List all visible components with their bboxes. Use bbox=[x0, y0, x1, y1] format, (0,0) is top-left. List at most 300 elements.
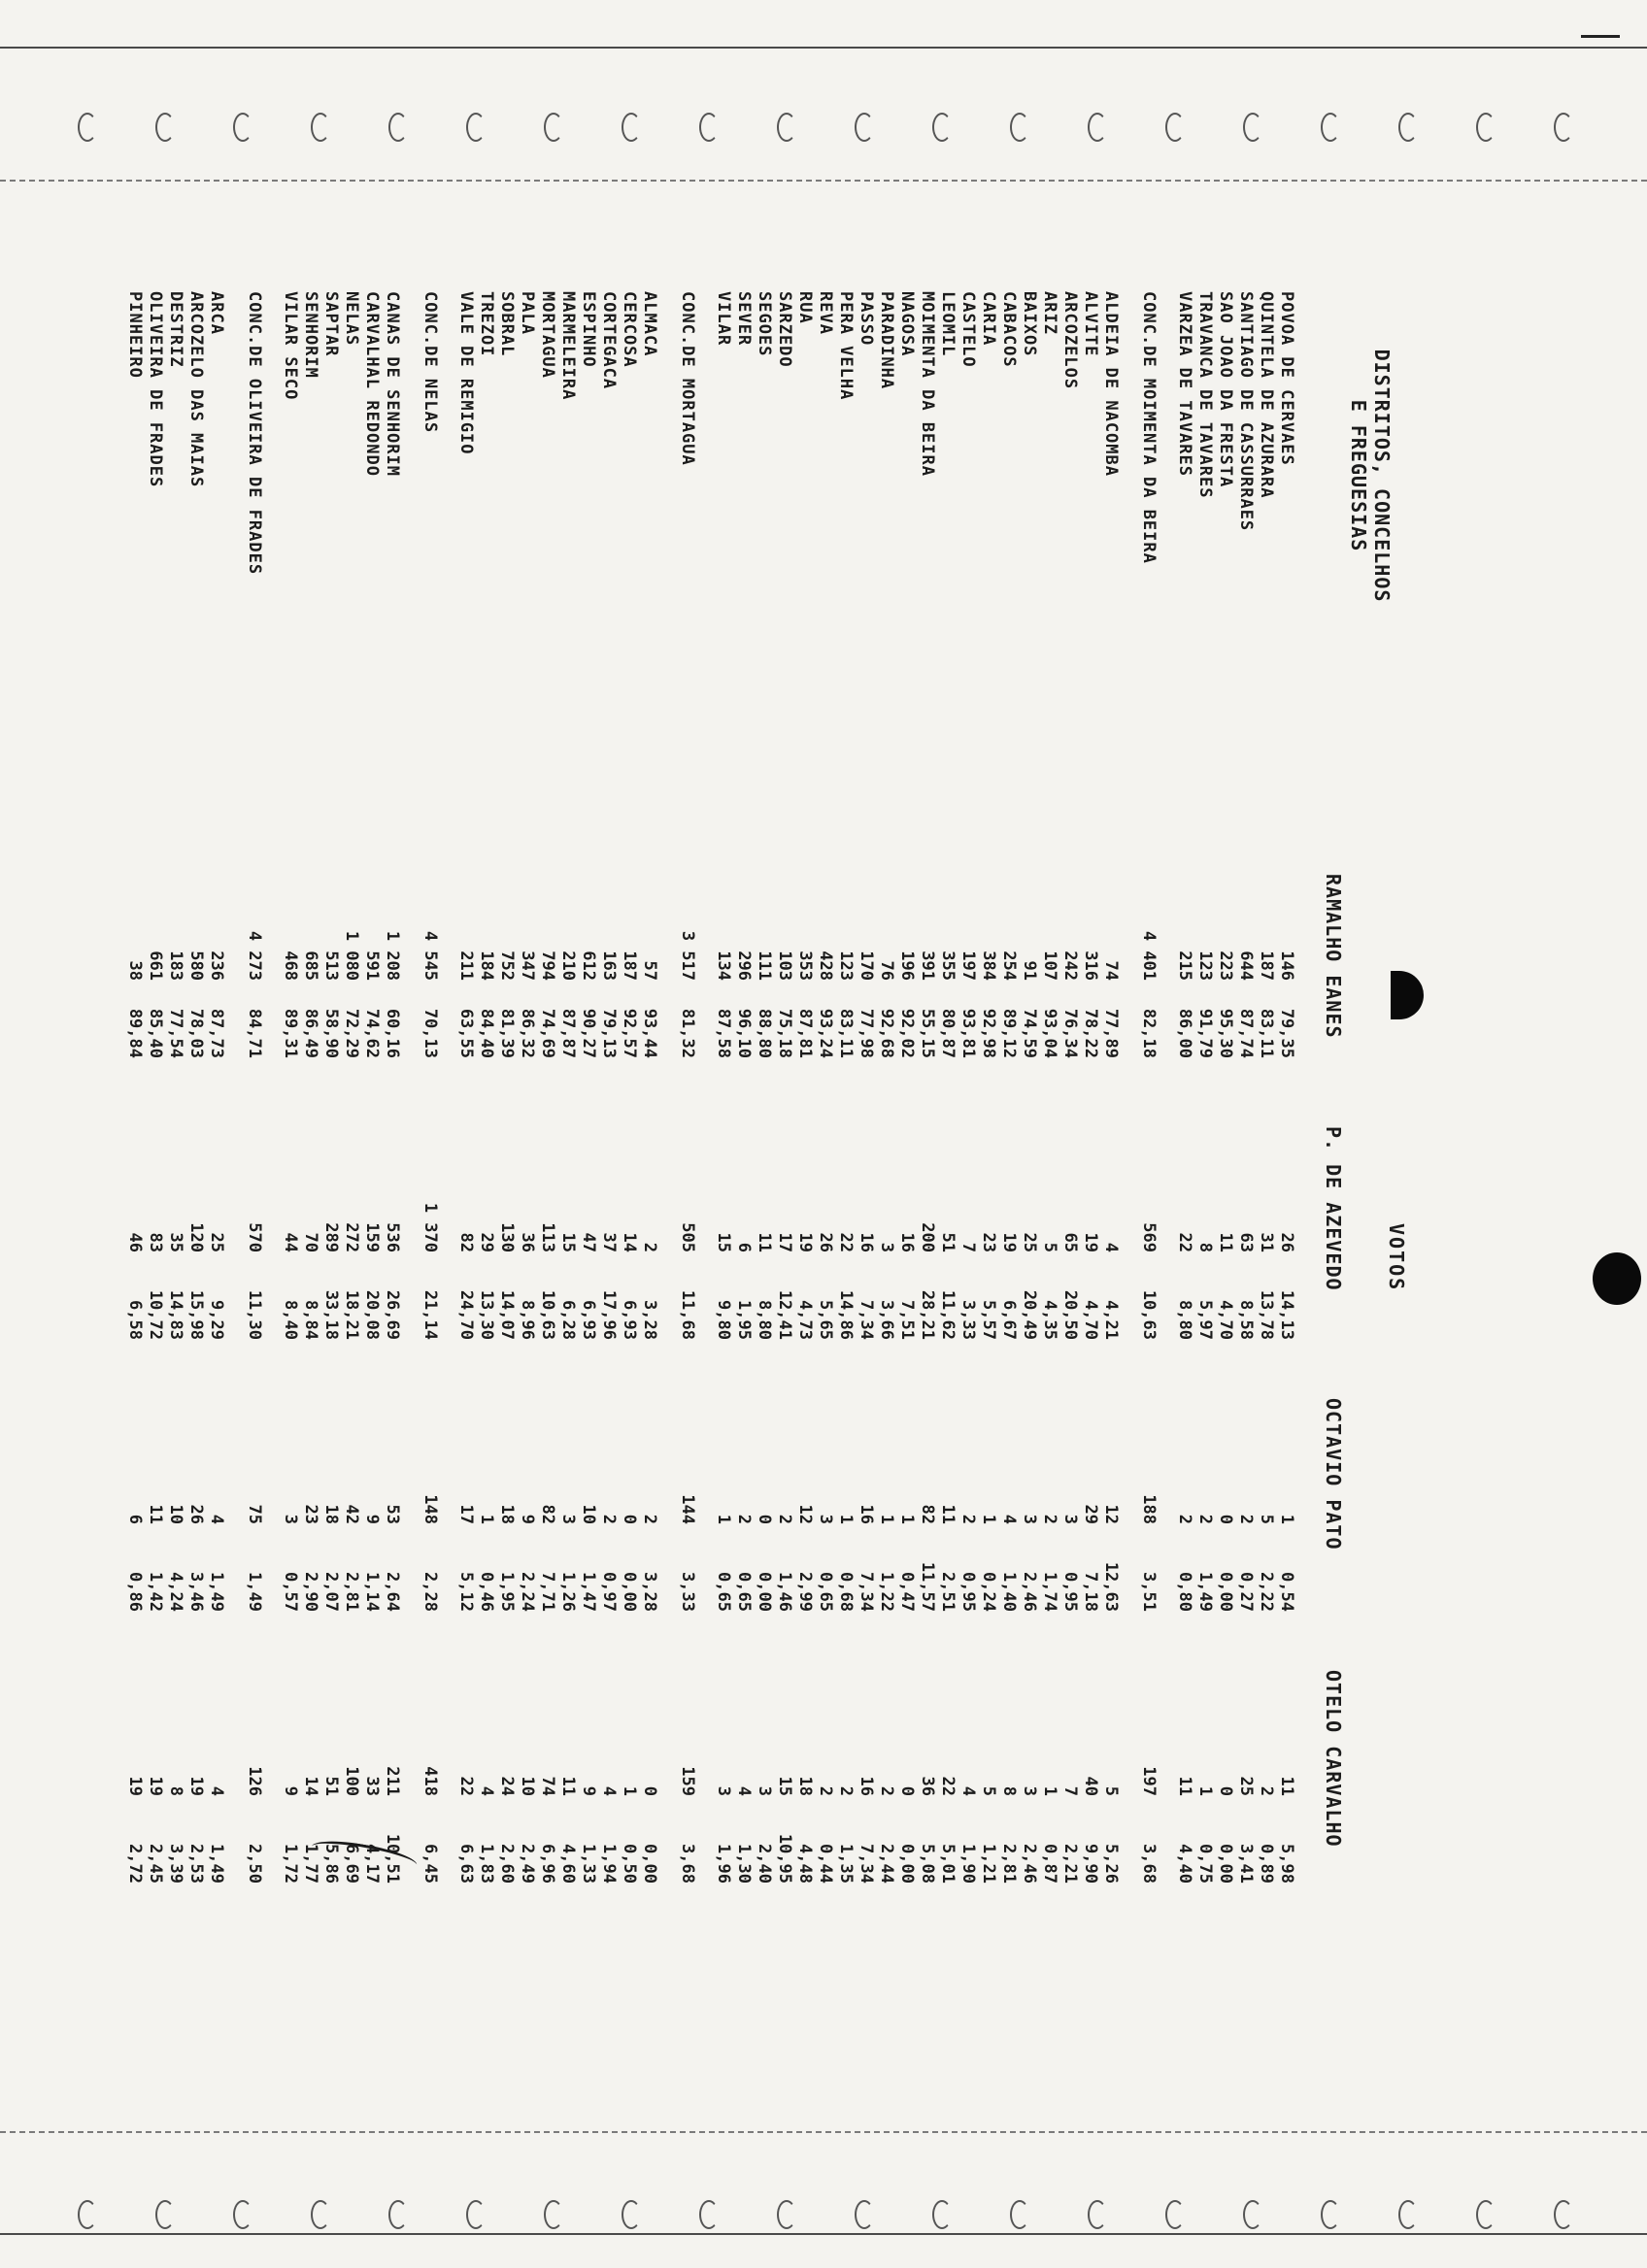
otelo-cell: 10 bbox=[518, 1776, 537, 1796]
table-row bbox=[382, 291, 402, 2058]
feed-hole bbox=[622, 113, 641, 142]
otelo-cell: 0 bbox=[1216, 1785, 1235, 1796]
otelo-pct-cell: 5,26 bbox=[1101, 1844, 1121, 1884]
pato-pct-cell: 0,24 bbox=[979, 1572, 998, 1612]
place-name: CARVALHAL REDONDO bbox=[362, 291, 382, 477]
feed-hole bbox=[1476, 2200, 1496, 2229]
eanes-pct-cell: 86,49 bbox=[301, 1008, 320, 1058]
otelo-cell: 51 bbox=[321, 1776, 341, 1796]
place-name: CONC.DE MORTAGUA bbox=[678, 291, 697, 466]
table-row bbox=[185, 291, 206, 2058]
azevedo-cell: 31 bbox=[1257, 1232, 1276, 1252]
pato-cell: 5 bbox=[1257, 1514, 1276, 1524]
azevedo-pct-cell: 4,35 bbox=[1040, 1300, 1059, 1340]
otelo-cell: 40 bbox=[1081, 1776, 1100, 1796]
eanes-pct-cell: 79,13 bbox=[599, 1008, 619, 1058]
otelo-pct-cell: 1,35 bbox=[836, 1844, 856, 1884]
eanes-cell: 384 bbox=[979, 951, 998, 981]
place-name: SANTIAGO DE CASSURRAES bbox=[1236, 291, 1256, 532]
azevedo-pct-cell: 26,69 bbox=[383, 1289, 402, 1340]
pato-pct-cell: 3,51 bbox=[1139, 1572, 1159, 1612]
otelo-pct-cell: 0,75 bbox=[1195, 1844, 1215, 1884]
pato-cell: 9 bbox=[518, 1514, 537, 1524]
otelo-cell: 36 bbox=[918, 1776, 937, 1796]
pato-cell: 148 bbox=[420, 1494, 440, 1524]
eanes-cell: 591 bbox=[362, 951, 382, 981]
otelo-pct-cell: 1,94 bbox=[599, 1844, 619, 1884]
eanes-pct-cell: 70,13 bbox=[420, 1008, 440, 1058]
feed-hole bbox=[855, 113, 874, 142]
eanes-cell: 123 bbox=[836, 951, 856, 981]
eanes-cell: 353 bbox=[795, 951, 815, 981]
pato-cell: 2 bbox=[958, 1514, 978, 1524]
feed-hole bbox=[1010, 2200, 1029, 2229]
eanes-pct-cell: 90,27 bbox=[579, 1008, 598, 1058]
pato-pct-cell: 7,34 bbox=[857, 1572, 876, 1612]
otelo-cell: 3 bbox=[755, 1785, 774, 1796]
azevedo-pct-cell: 33,18 bbox=[321, 1289, 341, 1340]
candidate-header-otelo: OTELO CARVALHO bbox=[1322, 1670, 1345, 1848]
azevedo-cell: 569 bbox=[1139, 1222, 1159, 1252]
eanes-cell: 210 bbox=[558, 951, 578, 981]
eanes-cell: 752 bbox=[497, 951, 517, 981]
otelo-pct-cell: 6,69 bbox=[342, 1844, 361, 1884]
eanes-cell: 685 bbox=[301, 951, 320, 981]
place-name: ARCOZELOS bbox=[1060, 291, 1080, 390]
eanes-cell: 123 bbox=[1195, 951, 1215, 981]
otelo-cell: 11 bbox=[1277, 1776, 1296, 1796]
table-row bbox=[476, 291, 496, 2058]
otelo-cell: 4 bbox=[734, 1785, 754, 1796]
feed-hole bbox=[1321, 113, 1340, 142]
feed-hole bbox=[777, 2200, 796, 2229]
place-name: CONC.DE OLIVEIRA DE FRADES bbox=[245, 291, 264, 576]
otelo-cell: 22 bbox=[456, 1776, 476, 1796]
otelo-pct-cell: 4,48 bbox=[795, 1844, 815, 1884]
table-row bbox=[754, 291, 774, 2058]
feed-hole bbox=[932, 113, 952, 142]
eanes-cell: 187 bbox=[620, 951, 639, 981]
pato-pct-cell: 0,65 bbox=[816, 1572, 835, 1612]
feed-hole bbox=[466, 2200, 486, 2229]
feed-hole bbox=[311, 2200, 330, 2229]
eanes-pct-cell: 76,34 bbox=[1060, 1008, 1080, 1058]
otelo-pct-cell: 7,34 bbox=[857, 1844, 876, 1884]
place-name: SOBRAL bbox=[497, 291, 517, 357]
eanes-cell: 103 bbox=[775, 951, 794, 981]
azevedo-cell: 17 bbox=[775, 1232, 794, 1252]
pato-cell: 18 bbox=[497, 1504, 517, 1524]
table-row bbox=[320, 291, 341, 2058]
eanes-cell: 612 bbox=[579, 951, 598, 981]
pato-pct-cell: 1,22 bbox=[877, 1572, 896, 1612]
eanes-cell: 74 bbox=[1101, 960, 1121, 981]
eanes-cell: 91 bbox=[1020, 960, 1039, 981]
otelo-cell: 2 bbox=[1257, 1785, 1276, 1796]
place-name: VILAR bbox=[714, 291, 733, 347]
azevedo-cell: 83 bbox=[146, 1232, 165, 1252]
pato-pct-cell: 7,18 bbox=[1081, 1572, 1100, 1612]
pato-cell: 2 bbox=[1175, 1514, 1194, 1524]
pato-pct-cell: 2,24 bbox=[518, 1572, 537, 1612]
otelo-pct-cell: 2,81 bbox=[999, 1844, 1019, 1884]
eanes-pct-cell: 86,32 bbox=[518, 1008, 537, 1058]
eanes-pct-cell: 87,74 bbox=[1236, 1008, 1256, 1058]
eanes-cell: 107 bbox=[1040, 951, 1059, 981]
eanes-cell: 76 bbox=[877, 960, 896, 981]
pato-cell: 17 bbox=[456, 1504, 476, 1524]
place-name: SEGOES bbox=[755, 291, 774, 357]
table-row bbox=[1100, 291, 1121, 2058]
place-name: CASTELO bbox=[958, 291, 978, 368]
otelo-pct-cell: 0,89 bbox=[1257, 1844, 1276, 1884]
pato-pct-cell: 2,22 bbox=[1257, 1572, 1276, 1612]
eanes-pct-cell: 89,31 bbox=[281, 1008, 300, 1058]
pato-pct-cell: 1,46 bbox=[775, 1572, 794, 1612]
azevedo-pct-cell: 14,83 bbox=[166, 1289, 185, 1340]
eanes-pct-cell: 81,32 bbox=[678, 1008, 697, 1058]
azevedo-cell: 272 bbox=[342, 1222, 361, 1252]
pato-pct-cell: 0,95 bbox=[958, 1572, 978, 1612]
feed-hole bbox=[1243, 113, 1262, 142]
feed-hole bbox=[699, 113, 719, 142]
azevedo-cell: 3 bbox=[877, 1242, 896, 1252]
feed-hole bbox=[1554, 2200, 1573, 2229]
otelo-cell: 4 bbox=[958, 1785, 978, 1796]
azevedo-pct-cell: 3,66 bbox=[877, 1300, 896, 1340]
eanes-cell: 296 bbox=[734, 951, 754, 981]
azevedo-cell: 130 bbox=[497, 1222, 517, 1252]
pato-cell: 2 bbox=[640, 1514, 659, 1524]
perforation-top bbox=[0, 180, 1647, 182]
azevedo-cell: 15 bbox=[714, 1232, 733, 1252]
pato-pct-cell: 3,33 bbox=[678, 1572, 697, 1612]
otelo-pct-cell: 1,96 bbox=[714, 1844, 733, 1884]
eanes-pct-cell: 78,03 bbox=[186, 1008, 206, 1058]
otelo-pct-cell: 3,68 bbox=[1139, 1844, 1159, 1884]
azevedo-pct-cell: 20,49 bbox=[1020, 1289, 1039, 1340]
pato-cell: 12 bbox=[1101, 1504, 1121, 1524]
pato-cell: 2 bbox=[775, 1514, 794, 1524]
eanes-cell: 580 bbox=[186, 951, 206, 981]
feed-hole bbox=[1554, 113, 1573, 142]
feed-hole bbox=[233, 2200, 252, 2229]
eanes-pct-cell: 93,04 bbox=[1040, 1008, 1059, 1058]
azevedo-pct-cell: 10,72 bbox=[146, 1289, 165, 1340]
pato-cell: 29 bbox=[1081, 1504, 1100, 1524]
otelo-cell: 4 bbox=[599, 1785, 619, 1796]
otelo-pct-cell: 6,63 bbox=[456, 1844, 476, 1884]
eanes-pct-cell: 93,44 bbox=[640, 1008, 659, 1058]
place-name: CABACOS bbox=[999, 291, 1019, 368]
azevedo-pct-cell: 7,34 bbox=[857, 1300, 876, 1340]
pato-pct-cell: 0,95 bbox=[1060, 1572, 1080, 1612]
eanes-pct-cell: 87,58 bbox=[714, 1008, 733, 1058]
otelo-pct-cell: 1,90 bbox=[958, 1844, 978, 1884]
otelo-cell: 16 bbox=[857, 1776, 876, 1796]
eanes-pct-cell: 95,30 bbox=[1216, 1008, 1235, 1058]
pato-cell: 4 bbox=[999, 1514, 1019, 1524]
eanes-pct-cell: 74,69 bbox=[538, 1008, 557, 1058]
eanes-pct-cell: 92,02 bbox=[897, 1008, 917, 1058]
azevedo-pct-cell: 5,57 bbox=[979, 1300, 998, 1340]
table-row bbox=[733, 291, 754, 2058]
azevedo-pct-cell: 6,28 bbox=[558, 1300, 578, 1340]
place-name: ARCA bbox=[207, 291, 226, 335]
azevedo-pct-cell: 15,98 bbox=[186, 1289, 206, 1340]
azevedo-pct-cell: 28,21 bbox=[918, 1289, 937, 1340]
otelo-cell: 14 bbox=[301, 1776, 320, 1796]
feed-hole bbox=[622, 2200, 641, 2229]
pato-pct-cell: 0,54 bbox=[1277, 1572, 1296, 1612]
place-name: PALA bbox=[518, 291, 537, 335]
votes-header: VOTOS bbox=[1385, 1223, 1408, 1292]
otelo-pct-cell: 5,08 bbox=[918, 1844, 937, 1884]
pato-cell: 188 bbox=[1139, 1494, 1159, 1524]
eanes-pct-cell: 92,57 bbox=[620, 1008, 639, 1058]
otelo-pct-cell: 0,00 bbox=[897, 1844, 917, 1884]
feed-hole bbox=[1321, 2200, 1340, 2229]
pato-pct-cell: 0,27 bbox=[1236, 1572, 1256, 1612]
pato-cell: 2 bbox=[734, 1514, 754, 1524]
otelo-pct-cell: 0,87 bbox=[1040, 1844, 1059, 1884]
azevedo-pct-cell: 8,80 bbox=[755, 1300, 774, 1340]
eanes-cell: 1 080 bbox=[342, 930, 361, 981]
feed-hole bbox=[388, 2200, 408, 2229]
place-name: CORTEGACA bbox=[599, 291, 619, 390]
pato-pct-cell: 2,90 bbox=[301, 1572, 320, 1612]
azevedo-pct-cell: 17,96 bbox=[599, 1289, 619, 1340]
pato-cell: 18 bbox=[321, 1504, 341, 1524]
table-row bbox=[537, 291, 557, 2058]
otelo-cell: 19 bbox=[125, 1776, 145, 1796]
otelo-cell: 3 bbox=[714, 1785, 733, 1796]
pato-cell: 1 bbox=[897, 1514, 917, 1524]
azevedo-pct-cell: 14,07 bbox=[497, 1289, 517, 1340]
table-row bbox=[280, 291, 300, 2058]
otelo-cell: 3 bbox=[1020, 1785, 1039, 1796]
pato-pct-cell: 0,00 bbox=[620, 1572, 639, 1612]
azevedo-pct-cell: 4,21 bbox=[1101, 1300, 1121, 1340]
eanes-pct-cell: 78,22 bbox=[1081, 1008, 1100, 1058]
eanes-cell: 183 bbox=[166, 951, 185, 981]
candidate-header-pato: OCTAVIO PATO bbox=[1322, 1398, 1345, 1551]
table-row bbox=[206, 291, 226, 2058]
pato-cell: 0 bbox=[1216, 1514, 1235, 1524]
otelo-cell: 4 bbox=[207, 1785, 226, 1796]
otelo-pct-cell: 2,49 bbox=[518, 1844, 537, 1884]
pato-pct-cell: 0,00 bbox=[1216, 1572, 1235, 1612]
otelo-pct-cell: 10,51 bbox=[383, 1833, 402, 1884]
otelo-pct-cell: 2,45 bbox=[146, 1844, 165, 1884]
eanes-cell: 170 bbox=[857, 951, 876, 981]
azevedo-pct-cell: 14,86 bbox=[836, 1289, 856, 1340]
pato-pct-cell: 12,63 bbox=[1101, 1561, 1121, 1612]
place-name: BAIXOS bbox=[1020, 291, 1039, 357]
eanes-cell: 391 bbox=[918, 951, 937, 981]
feed-hole bbox=[1010, 113, 1029, 142]
pato-pct-cell: 0,47 bbox=[897, 1572, 917, 1612]
pato-cell: 16 bbox=[857, 1504, 876, 1524]
eanes-pct-cell: 83,11 bbox=[836, 1008, 856, 1058]
perforation-bottom bbox=[0, 2131, 1647, 2133]
otelo-cell: 418 bbox=[420, 1766, 440, 1796]
table-row bbox=[1174, 291, 1194, 2058]
azevedo-pct-cell: 5,65 bbox=[816, 1300, 835, 1340]
otelo-pct-cell: 3,39 bbox=[166, 1844, 185, 1884]
table-row bbox=[937, 291, 958, 2058]
eanes-cell: 242 bbox=[1060, 951, 1080, 981]
azevedo-pct-cell: 11,68 bbox=[678, 1289, 697, 1340]
pato-cell: 75 bbox=[245, 1504, 264, 1524]
eanes-pct-cell: 92,98 bbox=[979, 1008, 998, 1058]
ink-spot bbox=[1581, 35, 1620, 38]
feed-hole bbox=[78, 2200, 97, 2229]
azevedo-pct-cell: 20,08 bbox=[362, 1289, 382, 1340]
eanes-cell: 223 bbox=[1216, 951, 1235, 981]
eanes-cell: 211 bbox=[456, 951, 476, 981]
otelo-pct-cell: 2,53 bbox=[186, 1844, 206, 1884]
azevedo-cell: 22 bbox=[1175, 1232, 1194, 1252]
eanes-cell: 163 bbox=[599, 951, 619, 981]
table-row bbox=[517, 291, 537, 2058]
feed-hole bbox=[1165, 113, 1185, 142]
place-name: ESPINHO bbox=[579, 291, 598, 368]
azevedo-cell: 120 bbox=[186, 1222, 206, 1252]
otelo-cell: 1 bbox=[1195, 1785, 1215, 1796]
eanes-cell: 3 517 bbox=[678, 930, 697, 981]
place-name: MORTAGUA bbox=[538, 291, 557, 379]
otelo-cell: 0 bbox=[640, 1785, 659, 1796]
azevedo-cell: 11 bbox=[755, 1232, 774, 1252]
azevedo-cell: 6 bbox=[734, 1242, 754, 1252]
feed-hole bbox=[155, 2200, 175, 2229]
azevedo-cell: 14 bbox=[620, 1232, 639, 1252]
pato-cell: 1 bbox=[877, 1514, 896, 1524]
bottom-edge-line bbox=[0, 2233, 1647, 2235]
eanes-cell: 57 bbox=[640, 960, 659, 981]
otelo-pct-cell: 1,49 bbox=[207, 1844, 226, 1884]
otelo-cell: 0 bbox=[897, 1785, 917, 1796]
pato-pct-cell: 2,81 bbox=[342, 1572, 361, 1612]
eanes-cell: 513 bbox=[321, 951, 341, 981]
azevedo-pct-cell: 10,63 bbox=[1139, 1289, 1159, 1340]
feed-hole bbox=[855, 2200, 874, 2229]
azevedo-pct-cell: 4,73 bbox=[795, 1300, 815, 1340]
otelo-pct-cell: 3,68 bbox=[678, 1844, 697, 1884]
azevedo-pct-cell: 3,28 bbox=[640, 1300, 659, 1340]
table-row bbox=[124, 291, 145, 2058]
table-row bbox=[713, 291, 733, 2058]
place-header-line2: E FREGUESIAS bbox=[1347, 399, 1370, 552]
pato-cell: 42 bbox=[342, 1504, 361, 1524]
azevedo-pct-cell: 9,29 bbox=[207, 1300, 226, 1340]
pato-cell: 1 bbox=[836, 1514, 856, 1524]
table-row bbox=[856, 291, 876, 2058]
table-row bbox=[455, 291, 476, 2058]
azevedo-cell: 289 bbox=[321, 1222, 341, 1252]
pato-pct-cell: 0,46 bbox=[477, 1572, 496, 1612]
eanes-pct-cell: 74,59 bbox=[1020, 1008, 1039, 1058]
otelo-pct-cell: 5,98 bbox=[1277, 1844, 1296, 1884]
azevedo-pct-cell: 10,63 bbox=[538, 1289, 557, 1340]
otelo-cell: 159 bbox=[678, 1766, 697, 1796]
feed-hole bbox=[544, 113, 563, 142]
pato-pct-cell: 0,57 bbox=[281, 1572, 300, 1612]
place-name: TRAVANCA DE TAVARES bbox=[1195, 291, 1215, 499]
eanes-cell: 644 bbox=[1236, 951, 1256, 981]
eanes-cell: 215 bbox=[1175, 951, 1194, 981]
pato-cell: 1 bbox=[1277, 1514, 1296, 1524]
pato-pct-cell: 1,49 bbox=[245, 1572, 264, 1612]
pato-pct-cell: 0,00 bbox=[755, 1572, 774, 1612]
table-row bbox=[619, 291, 639, 2058]
eanes-cell: 111 bbox=[755, 951, 774, 981]
eanes-pct-cell: 85,40 bbox=[146, 1008, 165, 1058]
concelho-total-row bbox=[244, 291, 264, 2058]
table-row bbox=[557, 291, 578, 2058]
pato-cell: 2 bbox=[1195, 1514, 1215, 1524]
feed-hole bbox=[777, 113, 796, 142]
otelo-cell: 33 bbox=[362, 1776, 382, 1796]
eanes-cell: 184 bbox=[477, 951, 496, 981]
eanes-pct-cell: 93,24 bbox=[816, 1008, 835, 1058]
table-row bbox=[598, 291, 619, 2058]
azevedo-cell: 37 bbox=[599, 1232, 619, 1252]
place-name: VALE DE REMIGIO bbox=[456, 291, 476, 455]
pato-cell: 3 bbox=[1060, 1514, 1080, 1524]
feed-hole bbox=[1243, 2200, 1262, 2229]
pato-pct-cell: 0,86 bbox=[125, 1572, 145, 1612]
pato-cell: 3 bbox=[816, 1514, 835, 1524]
feed-hole bbox=[466, 113, 486, 142]
table-row bbox=[835, 291, 856, 2058]
pato-pct-cell: 1,26 bbox=[558, 1572, 578, 1612]
place-name: CONC.DE NELAS bbox=[420, 291, 440, 434]
eanes-pct-cell: 75,18 bbox=[775, 1008, 794, 1058]
pato-cell: 1 bbox=[979, 1514, 998, 1524]
azevedo-pct-cell: 14,13 bbox=[1277, 1289, 1296, 1340]
pato-cell: 26 bbox=[186, 1504, 206, 1524]
azevedo-cell: 65 bbox=[1060, 1232, 1080, 1252]
azevedo-cell: 15 bbox=[558, 1232, 578, 1252]
pato-pct-cell: 4,24 bbox=[166, 1572, 185, 1612]
otelo-pct-cell: 2,21 bbox=[1060, 1844, 1080, 1884]
azevedo-pct-cell: 13,78 bbox=[1257, 1289, 1276, 1340]
azevedo-pct-cell: 24,70 bbox=[456, 1289, 476, 1340]
eanes-pct-cell: 89,84 bbox=[125, 1008, 145, 1058]
eanes-pct-cell: 87,73 bbox=[207, 1008, 226, 1058]
pato-cell: 0 bbox=[755, 1514, 774, 1524]
table-row bbox=[1194, 291, 1215, 2058]
pato-pct-cell: 1,49 bbox=[1195, 1572, 1215, 1612]
eanes-pct-cell: 87,87 bbox=[558, 1008, 578, 1058]
table-row bbox=[165, 291, 185, 2058]
otelo-pct-cell: 3,41 bbox=[1236, 1844, 1256, 1884]
azevedo-cell: 536 bbox=[383, 1222, 402, 1252]
place-name: ALVITE bbox=[1081, 291, 1100, 357]
otelo-cell: 22 bbox=[938, 1776, 958, 1796]
azevedo-cell: 51 bbox=[938, 1232, 958, 1252]
pato-cell: 4 bbox=[207, 1514, 226, 1524]
otelo-cell: 197 bbox=[1139, 1766, 1159, 1796]
place-name: SENHORIM bbox=[301, 291, 320, 379]
eanes-pct-cell: 89,12 bbox=[999, 1008, 1019, 1058]
punch-mark bbox=[1593, 1252, 1641, 1305]
eanes-cell: 236 bbox=[207, 951, 226, 981]
pato-cell: 11 bbox=[146, 1504, 165, 1524]
otelo-cell: 25 bbox=[1236, 1776, 1256, 1796]
